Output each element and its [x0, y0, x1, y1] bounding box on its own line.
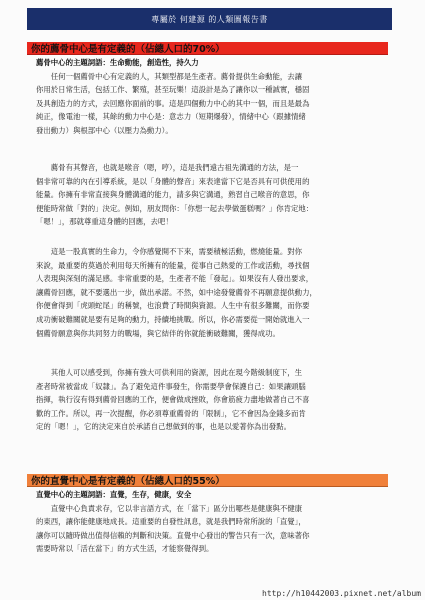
paragraph-line: 成功衝破難關就是要有足夠的動力，持續地挑戰。所以，你必需要從一開始就進入一 [36, 314, 310, 324]
paragraph-line: 個非常可靠的內在引導系統，是以「身體的聲音」來表達當下它是否具有可供使用的 [36, 176, 310, 186]
sacral-paragraph-1 [36, 70, 388, 138]
paragraph-line: 人表現與深刻的滿足感。非常重要的是，生產者不能「發起」。如果沒有人發出要求， [36, 274, 314, 284]
paragraph-line: 及具創造力的方式，去回應你面前的事。這是四個動力中心的其中一個，而且是最為 [36, 98, 310, 108]
paragraph-line: 其他人可以感受到，你擁有強大可供利用的資源，因此在現今階級制度下，生 [36, 368, 303, 377]
paragraph-line: 便能時常做「對的」決定。例如，朋友問你：「你想一起去學做蛋糕嗎？」你肯定地： [36, 203, 314, 213]
report-title: 專屬於 何建源 的人類圖報告書 [151, 14, 268, 24]
spleen-section-heading [27, 474, 388, 487]
paragraph-line: 個薦骨願意與你共同努力的戰場，與它結伴的你就能衝破難關，獲得成功。 [36, 328, 280, 338]
paragraph-line: 定的「嗯！」，它的決定來自於承諾自己想做到的事，也是以愛著你為出發點。 [36, 422, 291, 432]
report-header-bar [27, 8, 392, 30]
paragraph-line: 任何一個薦骨中心有定義的人，其類型都是生產者。薦骨提供生命動能，去讓 [36, 71, 303, 81]
spleen-keywords: 直覺中心的主題詞語：直覺，生存，健康，安全 [36, 490, 192, 499]
sacral-heading-text: 你的薦骨中心是有定義的（佔總人口的70%） [31, 44, 225, 55]
paragraph-line: 你便會得到「虎頭蛇尾」的稱號，也浪費了時間與資源。人生中有很多難關，而你要 [36, 301, 310, 311]
paragraph-line: 指揮，執行沒有得到薦骨回應的工作，便會做成挫敗，你會筋疲力盡地做著自己不喜 [36, 395, 310, 405]
paragraph-line: 歡的工作。所以，再一次提醒，你必須尊重薦骨的「限制」，它不會因為金錢多而肯 [36, 408, 306, 418]
sacral-section-heading [27, 42, 388, 55]
paragraph-line: 發出動力）與根部中心（以壓力為動力）。 [36, 125, 173, 135]
paragraph-line: 你用於日常生活，包括工作、繁殖，甚至玩樂！這設計是為了讓你以一種誠實，穩固 [36, 85, 310, 95]
sacral-paragraph-3 [36, 245, 388, 340]
paragraph-line: 產者時常被當成「奴隸」。為了避免這件事發生，你需要學會保護自己：如果讓頭腦 [36, 381, 306, 391]
spleen-section-body [36, 488, 388, 556]
paragraph-line: 的東西，讓你能健康地成長。這重要的自發性訊息，就是我們時常所說的「直覺」， [36, 517, 306, 527]
sacral-paragraph-2 [36, 161, 388, 229]
paragraph-line: 薦骨有其聲音，也就是喉音（嗯，哼），這是我們遠古祖先溝通的方法，是一 [36, 163, 299, 172]
paragraph-line: 直覺中心負責求存，它以非言語方式，在「當下」區分出哪些是健康與不健康 [36, 503, 303, 513]
paragraph-line: 來說，最重要的莫過於利用每天所擁有的能量，從事自己熱愛的工作或活動，尋找個 [36, 260, 310, 270]
sacral-paragraph-4 [36, 366, 388, 434]
paragraph-line: 這是一股真實的生命力，令你感覺開不下來，需要積極活動，燃燒能量。對你 [36, 247, 303, 256]
paragraph-line: 能量。你擁有非常直接與身體溝通的能力，請多與它溝通，熟習自己喉音的意思，你 [36, 190, 310, 200]
spleen-heading-text: 你的直覺中心是有定義的（佔總人口的55%） [31, 476, 225, 487]
paragraph-line: 純正，像電池一樣，其餘的動力中心是：意志力（短期爆發），情緒中心（跟據情緒 [36, 112, 306, 122]
paragraph-line: 需要時常以「活在當下」的方式生活，才能察覺得到。 [36, 544, 214, 554]
sacral-keywords: 薦骨中心的主題詞語：生命動能，創造性，持久力 [36, 58, 199, 67]
sacral-section-body [36, 56, 388, 138]
album-watermark: http://h10442003.pixnet.net/album [262, 589, 421, 598]
paragraph-line: 讓薦骨回應，就不要選出一步，做出承諾。不然，如中途發覺薦骨不再願意提供動力， [36, 287, 317, 297]
paragraph-line: 「嗯！」，那就尊重這身體的回應，去吧！ [36, 217, 173, 227]
paragraph-line: 讓你可以隨時做出值得信賴的判斷和決策。直覺中心發出的警告只有一次，意味著你 [36, 530, 310, 540]
